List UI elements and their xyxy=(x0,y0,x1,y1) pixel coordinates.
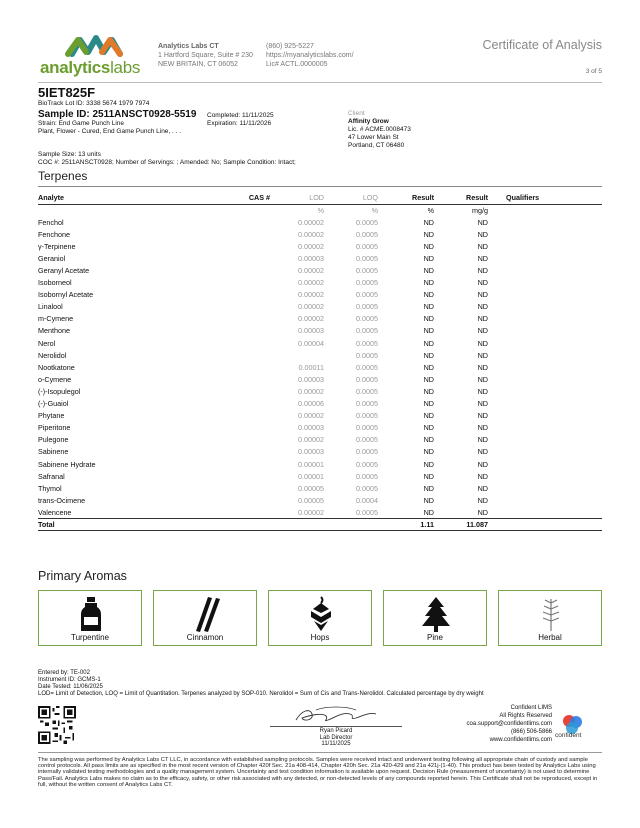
result-percent-cell: ND xyxy=(423,374,434,384)
unit-lod: % xyxy=(317,205,324,215)
lod-cell: 0.00002 xyxy=(298,229,324,239)
lab-name: Analytics Labs CT xyxy=(158,43,219,50)
result-percent-cell: ND xyxy=(423,217,434,227)
analyte-cell: Fenchol xyxy=(38,217,64,227)
loq-cell: 0.0005 xyxy=(356,435,378,445)
cas-cell xyxy=(214,398,270,410)
result-percent-cell: ND xyxy=(423,290,434,300)
table-row xyxy=(38,398,602,410)
result-mg-cell: ND xyxy=(477,350,488,360)
cas-cell xyxy=(214,518,270,530)
result-mg-cell: ND xyxy=(477,374,488,384)
sample-size: Sample Size: 13 units xyxy=(38,151,101,158)
result-mg-cell: ND xyxy=(477,241,488,251)
table-row xyxy=(38,289,602,301)
lod-cell: 0.00005 xyxy=(298,495,324,505)
lod-cell: 0.00005 xyxy=(298,483,324,493)
header-divider xyxy=(38,82,602,83)
lab-address-1: 1 Hartford Square, Suite # 230 xyxy=(158,52,253,59)
batch-id: 5IET825F xyxy=(38,85,96,100)
hop-cone-icon xyxy=(303,595,339,633)
result-mg-cell: ND xyxy=(477,423,488,433)
analyte-cell: (-)-Guaiol xyxy=(38,399,69,409)
date-tested: Date Tested: 11/06/2025 xyxy=(38,684,103,690)
lab-contact xyxy=(266,42,354,69)
loq-cell: 0.0005 xyxy=(356,483,378,493)
result-percent-cell: ND xyxy=(423,278,434,288)
analyte-cell: o-Cymene xyxy=(38,374,72,384)
table-header-row xyxy=(38,192,602,204)
expiration-date: Expiration: 11/11/2026 xyxy=(207,120,272,127)
total-label: Total xyxy=(38,518,214,530)
result-mg-cell: ND xyxy=(477,483,488,493)
cas-cell xyxy=(214,240,270,252)
total-mg: 11.087 xyxy=(434,518,488,530)
lab-info xyxy=(158,42,253,69)
qualifier-cell xyxy=(488,410,602,422)
lims-rights: All Rights Reserved xyxy=(499,713,552,719)
total-percent: 1.11 xyxy=(378,518,434,530)
analyte-cell: Linalool xyxy=(38,302,63,312)
loq-cell: 0.0005 xyxy=(356,386,378,396)
analyte-cell: Nerol xyxy=(38,338,56,348)
loq-cell: 0.0005 xyxy=(356,326,378,336)
qualifier-cell xyxy=(488,301,602,313)
lab-license: Lic# ACTL.0000005 xyxy=(266,61,328,68)
signature-line xyxy=(270,726,402,727)
document-title: Certificate of Analysis xyxy=(482,38,602,52)
cas-cell xyxy=(214,434,270,446)
cas-cell xyxy=(214,422,270,434)
sample-size-info xyxy=(38,151,296,167)
cas-cell xyxy=(214,325,270,337)
client-name: Affinity Grow xyxy=(348,118,389,125)
disclaimer: The sampling was performed by Analytics Labs CT LLC, in accordance with established sampling protocols. Samples were received intact and underwent testing following all appropriate chain of custody and sample control protocols. All pass limits are as specified in the most recent version of Chapter 420f Sec. 21a 408-414, Chapter 420h Sec. 21a 420-429 and 21a 421j-(1-40). This product has been tested by Analytics Labs using internally validated testing methodologies and a quality management system. Uncertainty and test condition information is available upon request. Decision Rule (measurement of uncertainty) is not used to determine Pass/Fail. Analytics Labs makes no claim as to the efficacy, safety, or other risk associated with any detected, or non-detected levels of any compounds reported herein. This Certificate shall not be reproduced, except in full, without the written consent of Analytics Labs CT. xyxy=(38,757,598,788)
lod-cell: 0.00004 xyxy=(298,338,324,348)
result-percent-cell: ND xyxy=(423,386,434,396)
result-percent-cell: ND xyxy=(423,350,434,360)
lod-cell: 0.00002 xyxy=(298,290,324,300)
result-percent-cell: ND xyxy=(423,411,434,421)
cas-cell xyxy=(214,458,270,470)
loq-cell: 0.0005 xyxy=(356,314,378,324)
cas-cell xyxy=(214,361,270,373)
header-analyte: Analyte xyxy=(38,192,214,204)
analyte-cell: Fenchone xyxy=(38,229,70,239)
entered-by: Entered by: TE-002 xyxy=(38,670,90,676)
header-result-percent: Result xyxy=(378,192,434,204)
cas-cell xyxy=(214,385,270,397)
loq-cell xyxy=(324,518,378,530)
header-cas: CAS # xyxy=(214,192,270,204)
cinnamon-stick-icon xyxy=(188,595,224,633)
instrument-id: Instrument ID: GCMS-1 xyxy=(38,677,101,683)
qualifier-cell xyxy=(488,361,602,373)
qualifier-cell xyxy=(488,446,602,458)
cas-cell xyxy=(214,410,270,422)
lod-cell: 0.00002 xyxy=(298,241,324,251)
cas-cell xyxy=(214,228,270,240)
table-row xyxy=(38,301,602,313)
analyte-cell: Isobornyl Acetate xyxy=(38,290,94,300)
cas-cell xyxy=(214,506,270,518)
analyte-cell: (-)-Isopulegol xyxy=(38,386,81,396)
aroma-card xyxy=(38,590,142,646)
table-row xyxy=(38,252,602,264)
lod-cell: 0.00001 xyxy=(298,459,324,469)
client-license: Lic. # ACME.0008473 xyxy=(348,126,411,133)
cas-cell xyxy=(214,289,270,301)
aroma-card xyxy=(498,590,602,646)
table-row xyxy=(38,434,602,446)
strain-name: Strain: End Game Punch Line xyxy=(38,120,124,127)
page-number: 3 of 5 xyxy=(585,68,602,75)
qualifier-cell xyxy=(488,373,602,385)
analyte-cell: m-Cymene xyxy=(38,314,74,324)
loq-cell: 0.0005 xyxy=(356,507,378,517)
cas-cell xyxy=(214,337,270,349)
result-mg-cell: ND xyxy=(477,338,488,348)
lims-website[interactable]: www.confidentlims.com xyxy=(489,737,552,743)
loq-cell: 0.0005 xyxy=(356,374,378,384)
aroma-label: Herbal xyxy=(538,633,562,642)
cas-cell xyxy=(214,216,270,228)
aroma-card xyxy=(383,590,487,646)
client-address-2: Portland, CT 06480 xyxy=(348,142,405,149)
client-label: Client xyxy=(348,110,365,117)
aroma-label: Pine xyxy=(426,633,443,642)
logo-wordmark: analyticslabs xyxy=(40,58,141,77)
footer-divider xyxy=(38,752,602,753)
lod-cell: 0.00002 xyxy=(298,217,324,227)
result-mg-cell: ND xyxy=(477,217,488,227)
analyte-cell: Safranal xyxy=(38,471,65,481)
analyte-cell: trans-Ocimene xyxy=(38,495,86,505)
analyte-cell: Valencene xyxy=(38,507,72,517)
qualifier-cell xyxy=(488,264,602,276)
result-mg-cell: ND xyxy=(477,471,488,481)
cas-cell xyxy=(214,264,270,276)
result-percent-cell: ND xyxy=(423,326,434,336)
lod-cell: 0.00003 xyxy=(298,374,324,384)
cas-cell xyxy=(214,482,270,494)
lod-cell: 0.00002 xyxy=(298,278,324,288)
cas-cell xyxy=(214,494,270,506)
loq-cell: 0.0004 xyxy=(356,495,378,505)
confident-logo-text: confident xyxy=(555,732,582,739)
qualifier-cell xyxy=(488,337,602,349)
qualifier-cell xyxy=(488,518,602,530)
loq-cell: 0.0005 xyxy=(356,290,378,300)
cas-cell xyxy=(214,301,270,313)
lims-email[interactable]: coa.support@confidentlims.com xyxy=(466,721,552,727)
qualifier-cell xyxy=(488,482,602,494)
aroma-label: Hops xyxy=(310,633,330,642)
qualifier-cell xyxy=(488,458,602,470)
unit-loq: % xyxy=(371,205,378,215)
qualifier-cell xyxy=(488,325,602,337)
table-row xyxy=(38,337,602,349)
table-row xyxy=(38,216,602,228)
header-loq: LOQ xyxy=(324,192,378,204)
loq-cell: 0.0005 xyxy=(356,266,378,276)
qualifier-cell xyxy=(488,398,602,410)
table-row xyxy=(38,277,602,289)
test-info xyxy=(38,670,484,698)
qualifier-cell xyxy=(488,506,602,518)
sign-date: 11/11/2025 xyxy=(321,741,351,747)
cas-cell xyxy=(214,446,270,458)
result-mg-cell: ND xyxy=(477,386,488,396)
analyte-cell: γ-Terpinene xyxy=(38,241,76,251)
result-mg-cell: ND xyxy=(477,302,488,312)
signer-title: Lab Director xyxy=(319,734,353,741)
header-qualifiers: Qualifiers xyxy=(488,192,602,204)
coc-info: COC #: 2511ANSCT0928; Number of Servings: ; Amended: No; Sample Condition: Intact; xyxy=(38,159,296,166)
lod-cell: 0.00003 xyxy=(298,447,324,457)
qualifier-cell xyxy=(488,313,602,325)
lod-cell: 0.00003 xyxy=(298,253,324,263)
lod-cell: 0.00011 xyxy=(298,362,324,372)
table-row xyxy=(38,494,602,506)
loq-cell: 0.0005 xyxy=(356,471,378,481)
cas-cell xyxy=(214,277,270,289)
lab-address-2: NEW BRITAIN, CT 06052 xyxy=(158,61,238,68)
lod-note: LOD= Limit of Detection, LOQ = Limit of Quantitation. Terpenes analyzed by SOP-010. Nerolidol = Sum of Cis and Trans-Nerolidol. Calculated percentage by dry weight xyxy=(38,691,484,697)
result-percent-cell: ND xyxy=(423,435,434,445)
lod-cell: 0.00002 xyxy=(298,266,324,276)
loq-cell: 0.0005 xyxy=(356,399,378,409)
lot-id: BioTrack Lot ID: 3338 5674 1979 7974 xyxy=(38,100,150,107)
table-row xyxy=(38,506,602,518)
qualifier-cell xyxy=(488,240,602,252)
lod-cell: 0.00002 xyxy=(298,302,324,312)
lod-cell: 0.00002 xyxy=(298,507,324,517)
units-row xyxy=(38,204,602,216)
qualifier-cell xyxy=(488,216,602,228)
analyte-cell: Phytane xyxy=(38,411,65,421)
result-percent-cell: ND xyxy=(423,314,434,324)
result-percent-cell: ND xyxy=(423,253,434,263)
lod-cell: 0.00006 xyxy=(298,399,324,409)
sample-id: Sample ID: 2511ANSCT0928-5519 xyxy=(38,109,197,120)
qualifier-cell xyxy=(488,289,602,301)
result-mg-cell: ND xyxy=(477,399,488,409)
result-percent-cell: ND xyxy=(423,471,434,481)
dates xyxy=(207,112,274,128)
result-mg-cell: ND xyxy=(477,507,488,517)
cas-cell xyxy=(214,252,270,264)
table-row xyxy=(38,325,602,337)
cas-cell xyxy=(214,313,270,325)
result-percent-cell: ND xyxy=(423,447,434,457)
completed-date: Completed: 11/11/2025 xyxy=(207,112,274,119)
lod-cell: 0.00002 xyxy=(298,411,324,421)
total-row xyxy=(38,518,602,530)
qualifier-cell xyxy=(488,252,602,264)
cas-cell xyxy=(214,373,270,385)
table-row xyxy=(38,458,602,470)
result-mg-cell: ND xyxy=(477,229,488,239)
result-mg-cell: ND xyxy=(477,447,488,457)
herb-sprig-icon xyxy=(533,595,569,633)
qualifier-cell xyxy=(488,422,602,434)
qualifier-cell xyxy=(488,434,602,446)
header-lod: LOD xyxy=(270,192,324,204)
result-mg-cell: ND xyxy=(477,495,488,505)
analyte-cell: Geraniol xyxy=(38,253,66,263)
table-row xyxy=(38,373,602,385)
qualifier-cell xyxy=(488,277,602,289)
result-mg-cell: ND xyxy=(477,459,488,469)
result-percent-cell: ND xyxy=(423,459,434,469)
signature-icon xyxy=(276,704,396,726)
table-row xyxy=(38,349,602,361)
result-mg-cell: ND xyxy=(477,253,488,263)
aromas-title: Primary Aromas xyxy=(38,569,127,583)
result-mg-cell: ND xyxy=(477,362,488,372)
table-row xyxy=(38,385,602,397)
aroma-label: Turpentine xyxy=(71,633,109,642)
lod-cell: 0.00002 xyxy=(298,314,324,324)
aroma-card xyxy=(268,590,372,646)
loq-cell: 0.0005 xyxy=(356,253,378,263)
table-row xyxy=(38,240,602,252)
terpenes-divider xyxy=(38,186,602,187)
lod-cell: 0.00003 xyxy=(298,326,324,336)
result-percent-cell: ND xyxy=(423,362,434,372)
result-percent-cell: ND xyxy=(423,241,434,251)
aroma-label: Cinnamon xyxy=(186,633,224,642)
result-percent-cell: ND xyxy=(423,507,434,517)
lod-cell xyxy=(270,518,324,530)
lab-phone: (860) 925-5227 xyxy=(266,43,314,50)
result-percent-cell: ND xyxy=(423,229,434,239)
analyte-cell: Sabinene xyxy=(38,447,69,457)
table-row xyxy=(38,313,602,325)
lims-name: Confident LIMS xyxy=(510,705,552,711)
result-mg-cell: ND xyxy=(477,314,488,324)
table-row xyxy=(38,482,602,494)
result-percent-cell: ND xyxy=(423,483,434,493)
unit-result-mg: mg/g xyxy=(472,205,488,215)
loq-cell: 0.0005 xyxy=(356,338,378,348)
qualifier-cell xyxy=(488,228,602,240)
result-percent-cell: ND xyxy=(423,302,434,312)
table-row xyxy=(38,361,602,373)
unit-result-percent: % xyxy=(427,205,434,215)
result-percent-cell: ND xyxy=(423,399,434,409)
loq-cell: 0.0005 xyxy=(356,459,378,469)
loq-cell: 0.0005 xyxy=(356,241,378,251)
lod-cell: 0.00002 xyxy=(298,435,324,445)
table-row xyxy=(38,422,602,434)
header-result-mg: Result xyxy=(434,192,488,204)
table-row xyxy=(38,410,602,422)
cas-cell xyxy=(214,470,270,482)
terpenes-table xyxy=(38,192,602,531)
table-row xyxy=(38,446,602,458)
analyte-cell: Isoborneol xyxy=(38,278,72,288)
table-row xyxy=(38,228,602,240)
lod-cell xyxy=(270,349,324,361)
cas-cell xyxy=(214,349,270,361)
result-mg-cell: ND xyxy=(477,435,488,445)
loq-cell: 0.0005 xyxy=(356,362,378,372)
strain-info xyxy=(38,120,181,136)
table-row xyxy=(38,470,602,482)
loq-cell: 0.0005 xyxy=(356,229,378,239)
client-info xyxy=(348,110,411,150)
lims-info xyxy=(467,704,552,744)
pine-tree-icon xyxy=(418,595,454,633)
qr-code-icon[interactable] xyxy=(38,706,76,744)
result-mg-cell: ND xyxy=(477,411,488,421)
loq-cell: 0.0005 xyxy=(356,411,378,421)
qualifier-cell xyxy=(488,349,602,361)
terpenes-title: Terpenes xyxy=(38,169,88,183)
loq-cell: 0.0005 xyxy=(356,423,378,433)
loq-cell: 0.0005 xyxy=(356,302,378,312)
lod-cell: 0.00001 xyxy=(298,471,324,481)
loq-cell: 0.0005 xyxy=(356,350,378,360)
result-mg-cell: ND xyxy=(477,266,488,276)
aroma-card xyxy=(153,590,257,646)
signer-name: Ryan Picard xyxy=(319,728,353,734)
loq-cell: 0.0005 xyxy=(356,217,378,227)
analyte-cell: Menthone xyxy=(38,326,70,336)
result-percent-cell: ND xyxy=(423,266,434,276)
bottle-icon xyxy=(73,595,109,633)
analyte-cell: Sabinene Hydrate xyxy=(38,459,96,469)
client-address-1: 47 Lower Main St xyxy=(348,134,399,141)
result-percent-cell: ND xyxy=(423,338,434,348)
qualifier-cell xyxy=(488,385,602,397)
matrix: Plant, Flower - Cured, End Game Punch Line, . . . xyxy=(38,128,182,135)
table-row xyxy=(38,264,602,276)
analyte-cell: Geranyl Acetate xyxy=(38,266,90,276)
analyte-cell: Piperitone xyxy=(38,423,71,433)
lod-cell: 0.00002 xyxy=(298,386,324,396)
analyte-cell: Nerolidol xyxy=(38,350,67,360)
loq-cell: 0.0005 xyxy=(356,447,378,457)
result-mg-cell: ND xyxy=(477,278,488,288)
lims-phone: (866) 506-5866 xyxy=(510,729,552,735)
analyte-cell: Thymol xyxy=(38,483,62,493)
result-mg-cell: ND xyxy=(477,326,488,336)
loq-cell: 0.0005 xyxy=(356,278,378,288)
director-block xyxy=(270,728,402,748)
lod-cell: 0.00003 xyxy=(298,423,324,433)
analyte-cell: Pulegone xyxy=(38,435,69,445)
qualifier-cell xyxy=(488,494,602,506)
analyte-cell: Nootkatone xyxy=(38,362,75,372)
result-percent-cell: ND xyxy=(423,423,434,433)
qualifier-cell xyxy=(488,470,602,482)
lab-website[interactable]: https://myanalyticslabs.com/ xyxy=(266,52,354,59)
result-percent-cell: ND xyxy=(423,495,434,505)
result-mg-cell: ND xyxy=(477,290,488,300)
